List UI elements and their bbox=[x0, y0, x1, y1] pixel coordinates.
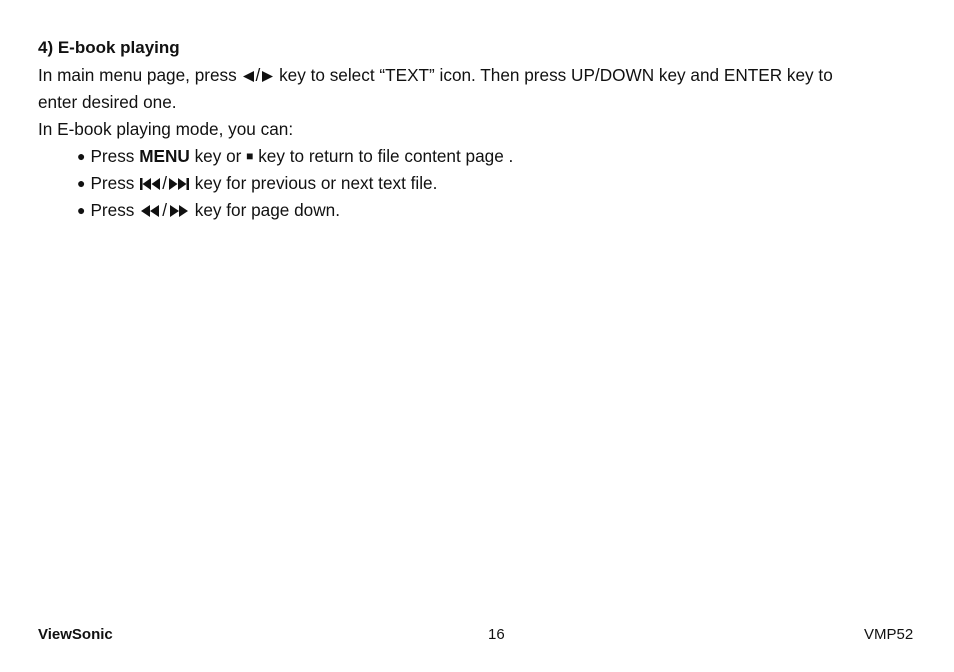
bullet-text: key to return to file content page . bbox=[258, 146, 514, 166]
triangle-right-icon bbox=[261, 70, 274, 83]
press-text: Press bbox=[90, 173, 135, 193]
press-text: Press bbox=[90, 200, 135, 220]
key-or-text: key or bbox=[194, 146, 242, 166]
footer-model: VMP52 bbox=[864, 626, 914, 643]
stop-square-icon: ■ bbox=[246, 149, 254, 163]
skip-next-icon bbox=[168, 177, 190, 191]
intro-paragraph bbox=[38, 62, 928, 116]
fast-forward-icon bbox=[168, 204, 190, 218]
bullet-dot: ● bbox=[77, 202, 86, 218]
bullet-dot: ● bbox=[77, 148, 86, 164]
intro-text-before: In main menu page, press bbox=[38, 65, 237, 85]
menu-key-label: MENU bbox=[139, 146, 190, 166]
intro-text-line2: enter desired one. bbox=[38, 92, 177, 112]
rewind-icon bbox=[139, 204, 161, 218]
intro-text-after: key to select “TEXT” icon. Then press UP/DOWN key and ENTER key to bbox=[279, 65, 833, 85]
mode-paragraph: In E-book playing mode, you can: bbox=[38, 119, 294, 139]
list-item bbox=[77, 170, 513, 197]
instruction-list bbox=[77, 143, 513, 224]
triangle-left-icon bbox=[242, 70, 255, 83]
press-text: Press bbox=[90, 146, 135, 166]
key-separator: / bbox=[255, 65, 261, 85]
bullet-text: key for previous or next text file. bbox=[194, 173, 438, 193]
list-item bbox=[77, 143, 513, 170]
key-separator: / bbox=[162, 173, 167, 193]
footer-page-number: 16 bbox=[488, 626, 505, 643]
list-item bbox=[77, 197, 513, 224]
bullet-text: key for page down. bbox=[194, 200, 340, 220]
bullet-dot: ● bbox=[77, 175, 86, 191]
section-heading: 4) E-book playing bbox=[38, 38, 180, 57]
skip-previous-icon bbox=[139, 177, 161, 191]
footer-brand: ViewSonic bbox=[38, 626, 113, 643]
key-separator: / bbox=[162, 200, 167, 220]
